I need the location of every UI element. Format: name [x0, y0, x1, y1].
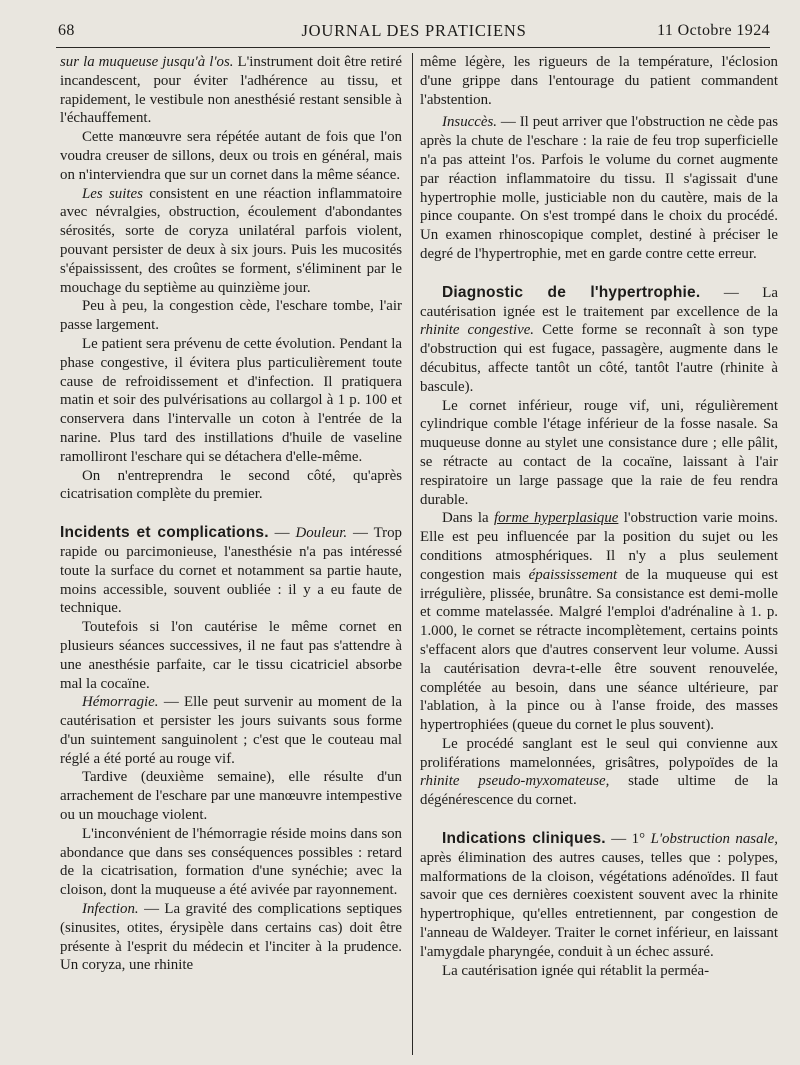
paragraph: On n'entreprendra le second côté, qu'après cicatrisation complète du premier.	[60, 467, 402, 503]
subheading: Insuccès.	[442, 114, 497, 131]
subheading: Douleur.	[295, 525, 348, 542]
list-number: — 1°	[605, 831, 651, 848]
paragraph-text: Le procédé sanglant est le seul qui convienne aux proliférations mamelonnées, grisâtres, polypoïdes de la	[420, 735, 778, 771]
italic-text: sur la muqueuse jusqu'à l'os.	[60, 54, 234, 70]
subheading: Infection.	[82, 901, 139, 918]
page-header	[58, 18, 770, 46]
paragraph: Le patient sera prévenu de cette évolution. Pendant la phase congestive, il évitera plus particulièrement toute cause de refroidissement et d'infection. Il pratiquera matin et soir des pulvérisations au collargol à 1 p. 100 et conservera dans l'intervalle un coton à l'entrée de la narine. Plus tard des instillations d'huile de vaseline ramolliront l'eschare qui se détachera d'elle-même.	[60, 335, 402, 465]
paragraph-text: — Trop rapide ou parcimonieuse, l'anesthésie n'a pas intéressé toute la surface du cornet et notamment sa partie haute, moins accessible, souvent oubliée : il y a eu faute de technique.	[60, 525, 402, 617]
section-indications	[420, 830, 778, 962]
paragraph	[420, 509, 778, 735]
paragraph: Le cornet inférieur, rouge vif, uni, régulièrement cylindrique comble l'étage inférieur de la fosse nasale. Sa muqueuse donne au stylet une consistance dure ; elle pâlit, se rétracte au contact de la cocaïne, laissant à l'air respiratoire un large passage que la raie de feu rendra durable.	[420, 397, 778, 508]
paragraph: Toutefois si l'on cautérise le même cornet en plusieurs séances successives, il ne faut pas s'attendre à une anesthésie parfaite, car le tissu cicatriciel absorbe mal la cocaïne.	[60, 619, 402, 692]
paragraph	[60, 693, 402, 768]
italic-text: forme hyperplasique	[493, 510, 619, 527]
paragraph: Peu à peu, la congestion cède, l'eschare tombe, l'air passe largement.	[60, 298, 402, 334]
paragraph-text: — Elle peut survenir au moment de la cautérisation et persister les jours suivants sous forme d'un suintement sanguinolent ; c'est que le couteau mal réglé a été porté au rouge vif.	[60, 694, 402, 767]
paragraph-text: L'instrument doit être retiré incandescent, pour éviter l'adhérence au tissu, et rapidement, le vestibule non anesthésié restant sensible à l'échauffement.	[60, 54, 402, 127]
journal-title: JOURNAL DES PRATICIENS	[301, 21, 527, 40]
paragraph: Tardive (deuxième semaine), elle résulte d'un arrachement de l'eschare par une manœuvre intempestive ou un mouchage violent.	[60, 769, 402, 824]
paragraph-text: stade ultime de la dégénérescence du cornet.	[420, 773, 778, 809]
right-column	[420, 53, 778, 980]
paragraph-text: l'obstruction varie moins. Elle est peu influencée par la position du sujet ou les conditions atmosphériques. Il n'y a plus seulement congestion mais	[420, 510, 779, 583]
paragraph-text: Dans la	[442, 510, 494, 527]
paragraph: L'inconvénient de l'hémorragie réside moins dans son abondance que dans ses conséquences possibles : retard de la cicatrisation, formation d'une synéchie; avec la cloison, dont la muqueuse a été avivée par rayonnement.	[60, 825, 402, 899]
paragraph	[420, 735, 778, 810]
paragraph	[420, 113, 778, 263]
dash: —	[268, 525, 296, 542]
paragraph: La cautérisation ignée qui rétablit la perméa-	[442, 962, 710, 979]
paragraph-text: — Il peut arriver que l'obstruction ne cède pas après la chute de l'eschare : la raie de feu trop superficielle n'a pas atteint l'os. Parfois le volume du cornet augmente par réaction inflammatoire du tissu. Il s'agissait d'une hypertrophie molle, justiciable non du cautère, mais de la pince coupante. On s'est trompé dans le choix du procédé. Un examen rhinoscopique complet, destiné à préciser le degré de l'hypertrophie, met en garde contre cette erreur.	[420, 114, 778, 262]
italic-text: L'obstruction nasale,	[650, 831, 778, 848]
section-heading: Incidents et complications.	[60, 524, 269, 542]
italic-text: rhinite pseudo-myxomateuse,	[420, 773, 610, 790]
paragraph-text: consistent en une réaction inflammatoire avec névralgies, obstruction, écoulement d'abondantes sérosités, sorte de coryza unilatéral parfois violent, pouvant persister de deux à six jours. Puis les mucosités s'épaississent, des croûtes se forment, s'éliminent par le mouchage du septième au quinzième jour.	[60, 185, 402, 296]
spacer	[420, 810, 778, 830]
paragraph: même légère, les rigueurs de la température, l'éclosion d'une grippe dans l'entourage du patient commandent l'abstention.	[420, 54, 778, 108]
subheading: Hémorragie.	[82, 694, 159, 711]
paragraph	[60, 53, 402, 128]
column-divider	[412, 53, 413, 1055]
section-incidents	[60, 524, 402, 618]
paragraph	[60, 900, 402, 975]
issue-date: 11 Octobre 1924	[657, 22, 770, 39]
paragraph-text: — La cautérisation ignée est le traitement par excellence de la	[420, 284, 778, 320]
italic-text: rhinite congestive.	[420, 322, 535, 339]
section-heading: Indications cliniques.	[442, 830, 606, 848]
paragraph-text: — La gravité des complications septiques (sinusites, otites, érysipèle dans certains cas) doit être présente à l'esprit du médecin et l'inciter à la prudence. Un coryza, une rhinite	[60, 901, 402, 974]
italic-text: épaississement	[528, 566, 618, 583]
section-diagnostic	[420, 284, 778, 397]
page-number: 68	[58, 22, 75, 39]
italic-text: Les suites	[82, 185, 143, 202]
header-rule	[56, 47, 770, 48]
section-heading: Diagnostic de l'hypertrophie.	[442, 283, 701, 301]
paragraph: Cette manœuvre sera répétée autant de fois que l'on voudra creuser de sillons, deux ou trois en général, mais on n'interviendra que sur un cornet dans la même séance.	[60, 129, 402, 183]
spacer	[60, 504, 402, 524]
paragraph-text: Cette forme se reconnaît à son type d'obstruction qui est fugace, passagère, augmente dans le décubitus, affecte tantôt un côté, tantôt l'autre (rhinite à bascule).	[420, 322, 778, 395]
spacer	[420, 264, 778, 284]
paragraph-text: après élimination des autres causes, telles que : polypes, malformations de la cloison, végétations adénoïdes. Il faut savoir que ces dernières coexistent souvent avec la rhinite hypertrophique, qu'elles entretiennent, par congestion de l'anneau de Waldeyer. Traiter le cornet inférieur, en laissant l'amygdale pharyngée, conduit à un échec assuré.	[420, 849, 778, 960]
paragraph-text: de la muqueuse qui est irrégulière, plissée, brunâtre. Sa consistance est demi-molle et comme matelassée. Malgré l'emploi d'adrénaline à 1. p. 1.000, le cornet se rétracte incomplètement, certains points s'effacent alors que d'autres conservent leur volume. Aussi la cautérisation devra-t-elle être souvent renouvelée, complétée au besoin, dans une séance ultérieure, par l'ablation, à la pince ou à l'anse froide, des masses hypertrophiées (queue du cornet le plus souvent).	[420, 566, 778, 734]
left-column	[60, 53, 402, 975]
paragraph	[60, 185, 402, 298]
